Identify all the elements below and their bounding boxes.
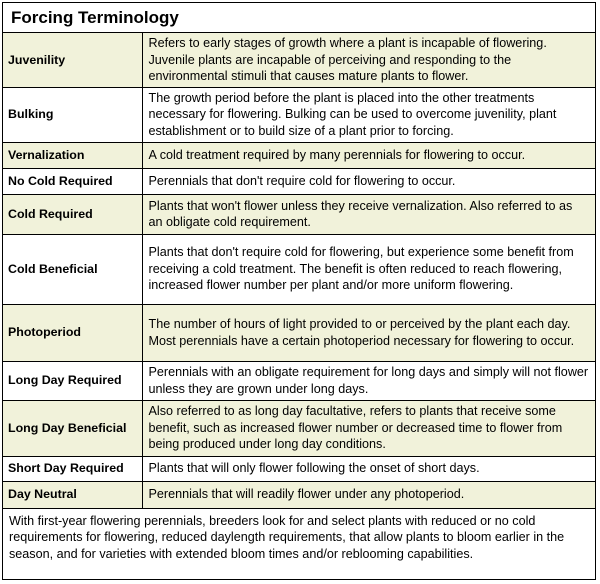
definition-cell: The growth period before the plant is placed into the other treatments necessary for flowering. Bulking can be used to overcome juvenility, plant establishment or to build size of a plant prior to forcing. [142, 87, 595, 142]
table-row [3, 194, 595, 234]
table-row [3, 304, 595, 361]
table-row [3, 87, 595, 142]
definition-cell: Also referred to as long day facultative, refers to plants that receive some benefit, such as increased flower number or decreased time to flower from being produced under long day conditions. [142, 400, 595, 456]
term-cell: Long Day Required [3, 361, 142, 400]
definition-cell: The number of hours of light provided to or perceived by the plant each day. Most perennials have a certain photoperiod necessary for flowering to occur. [142, 304, 595, 361]
table-row [3, 33, 595, 87]
definition-cell: Refers to early stages of growth where a plant is incapable of flowering. Juvenile plants are incapable of perceiving and responding to the environmental stimuli that causes mature plants to flower. [142, 33, 595, 87]
definition-cell: Perennials with an obligate requirement for long days and simply will not flower unless they are grown under long days. [142, 361, 595, 400]
definition-cell: Plants that won't flower unless they receive vernalization. Also referred to as an obligate cold requirement. [142, 194, 595, 234]
definition-cell: Plants that don't require cold for flowering, but experience some benefit from receiving a cold treatment. The benefit is often reduced to reach flowering, increased flower number per plant and/or more uniform flowering. [142, 234, 595, 304]
term-cell: Long Day Beneficial [3, 400, 142, 456]
definition-cell: Perennials that will readily flower under any photoperiod. [142, 481, 595, 508]
term-cell: No Cold Required [3, 168, 142, 194]
terminology-table-frame [2, 2, 596, 580]
term-cell: Day Neutral [3, 481, 142, 508]
table-row [3, 481, 595, 508]
table-row [3, 168, 595, 194]
table-row [3, 361, 595, 400]
term-cell: Bulking [3, 87, 142, 142]
table-title: Forcing Terminology [3, 3, 595, 33]
table-row [3, 400, 595, 456]
term-cell: Photoperiod [3, 304, 142, 361]
term-cell: Juvenility [3, 33, 142, 87]
table-row [3, 142, 595, 168]
term-cell: Vernalization [3, 142, 142, 168]
term-cell: Short Day Required [3, 456, 142, 481]
term-cell: Cold Beneficial [3, 234, 142, 304]
definition-cell: A cold treatment required by many perennials for flowering to occur. [142, 142, 595, 168]
term-cell: Cold Required [3, 194, 142, 234]
definition-cell: Plants that will only flower following the onset of short days. [142, 456, 595, 481]
table-row [3, 456, 595, 481]
footnote: With first-year flowering perennials, breeders look for and select plants with reduced or no cold requirements for flowering, reduced daylength requirements, that allow plants to bloom earlier in the season, and for varieties with extended bloom times and/or reblooming capabilities. [9, 513, 565, 561]
terminology-table [3, 33, 595, 509]
definition-cell: Perennials that don't require cold for flowering to occur. [142, 168, 595, 194]
table-row [3, 234, 595, 304]
